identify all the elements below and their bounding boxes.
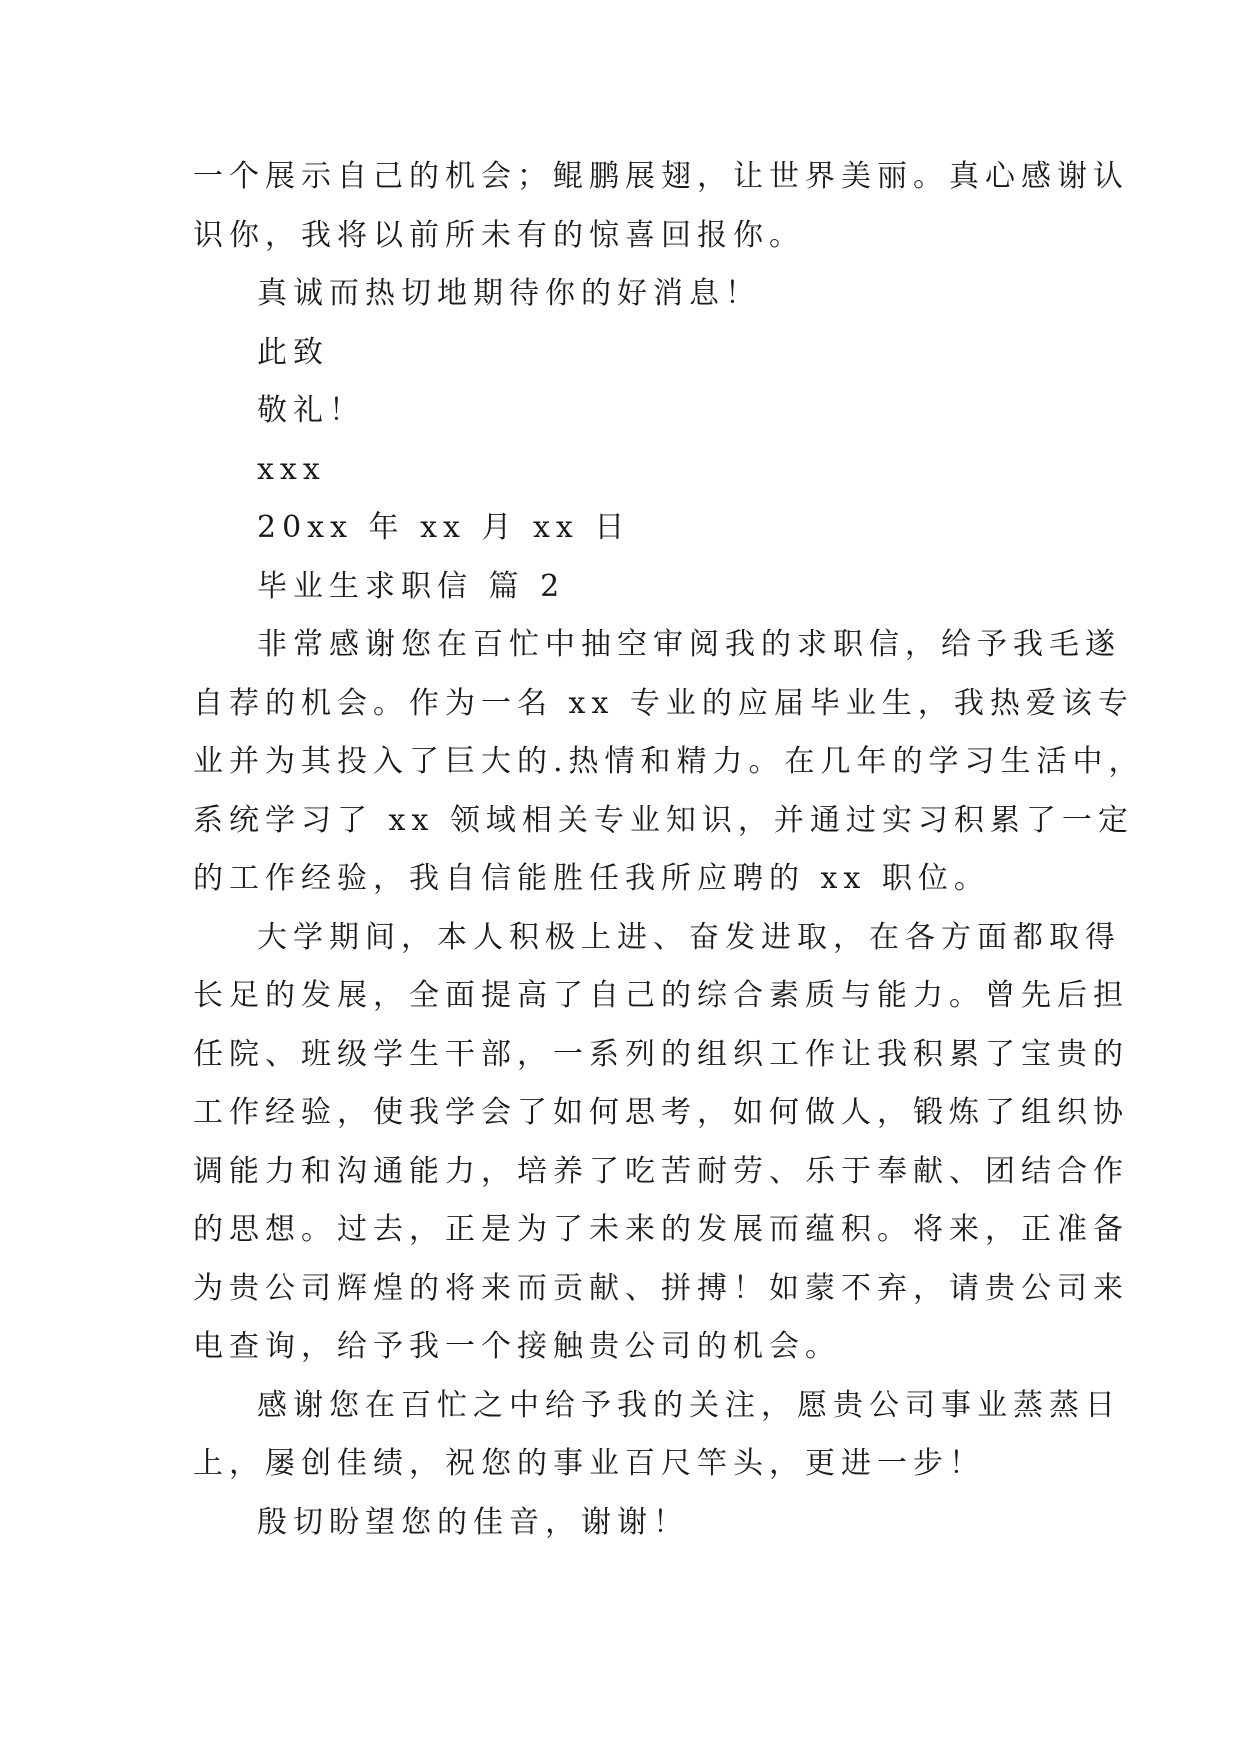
text-line: 感谢您在百忙之中给予我的关注，愿贵公司事业蒸蒸日 <box>257 1387 1121 1423</box>
text-line: 非常感谢您在百忙中抽空审阅我的求职信，给予我毛遂 <box>257 627 1121 662</box>
text-line: 大学期间，本人积极上进、奋发进取，在各方面都取得 <box>257 919 1121 955</box>
text-line: 长足的发展，全面提高了自己的综合素质与能力。曾先后担 <box>193 978 1129 1013</box>
closing-regards: 敬礼！ <box>257 393 365 428</box>
text-line: 的思想。过去，正是为了未来的发展而蕴积。将来，正准备 <box>193 1212 1129 1247</box>
text-line: 电查询，给予我一个接触贵公司的机会。 <box>193 1329 841 1364</box>
text-line: 识你，我将以前所未有的惊喜回报你。 <box>193 217 805 253</box>
section-title: 毕业生求职信 篇 2 <box>257 568 566 604</box>
document-page <box>193 155 1145 1559</box>
text-line: 殷切盼望您的佳音，谢谢！ <box>257 1504 689 1540</box>
text-line: 任院、班级学生干部，一系列的组织工作让我积累了宝贵的 <box>193 1036 1129 1072</box>
text-line: 真诚而热切地期待你的好消息！ <box>257 276 761 311</box>
signature-date: 20xx 年 xx 月 xx 日 <box>257 510 631 545</box>
text-line: 业并为其投入了巨大的.热情和精力。在几年的学习生活中， <box>193 744 1145 779</box>
text-line: 的工作经验，我自信能胜任我所应聘的 xx 职位。 <box>193 861 990 896</box>
text-line: 调能力和沟通能力，培养了吃苦耐劳、乐于奉献、团结合作 <box>193 1153 1129 1189</box>
text-line: 为贵公司辉煌的将来而贡献、拼搏！如蒙不弃，请贵公司来 <box>193 1270 1129 1306</box>
text-line: 系统学习了 xx 领域相关专业知识，并通过实习积累了一定 <box>193 802 1134 838</box>
text-line: 自荐的机会。作为一名 xx 专业的应届毕业生，我热爱该专 <box>193 685 1134 721</box>
signature-name: xxx <box>257 451 326 487</box>
text-line: 上，屡创佳绩，祝您的事业百尺竿头，更进一步！ <box>193 1446 985 1481</box>
text-line: 一个展示自己的机会；鲲鹏展翅，让世界美丽。真心感谢认 <box>193 159 1129 194</box>
text-line: 工作经验，使我学会了如何思考，如何做人，锻炼了组织协 <box>193 1095 1129 1130</box>
closing-salutation: 此致 <box>257 334 329 370</box>
